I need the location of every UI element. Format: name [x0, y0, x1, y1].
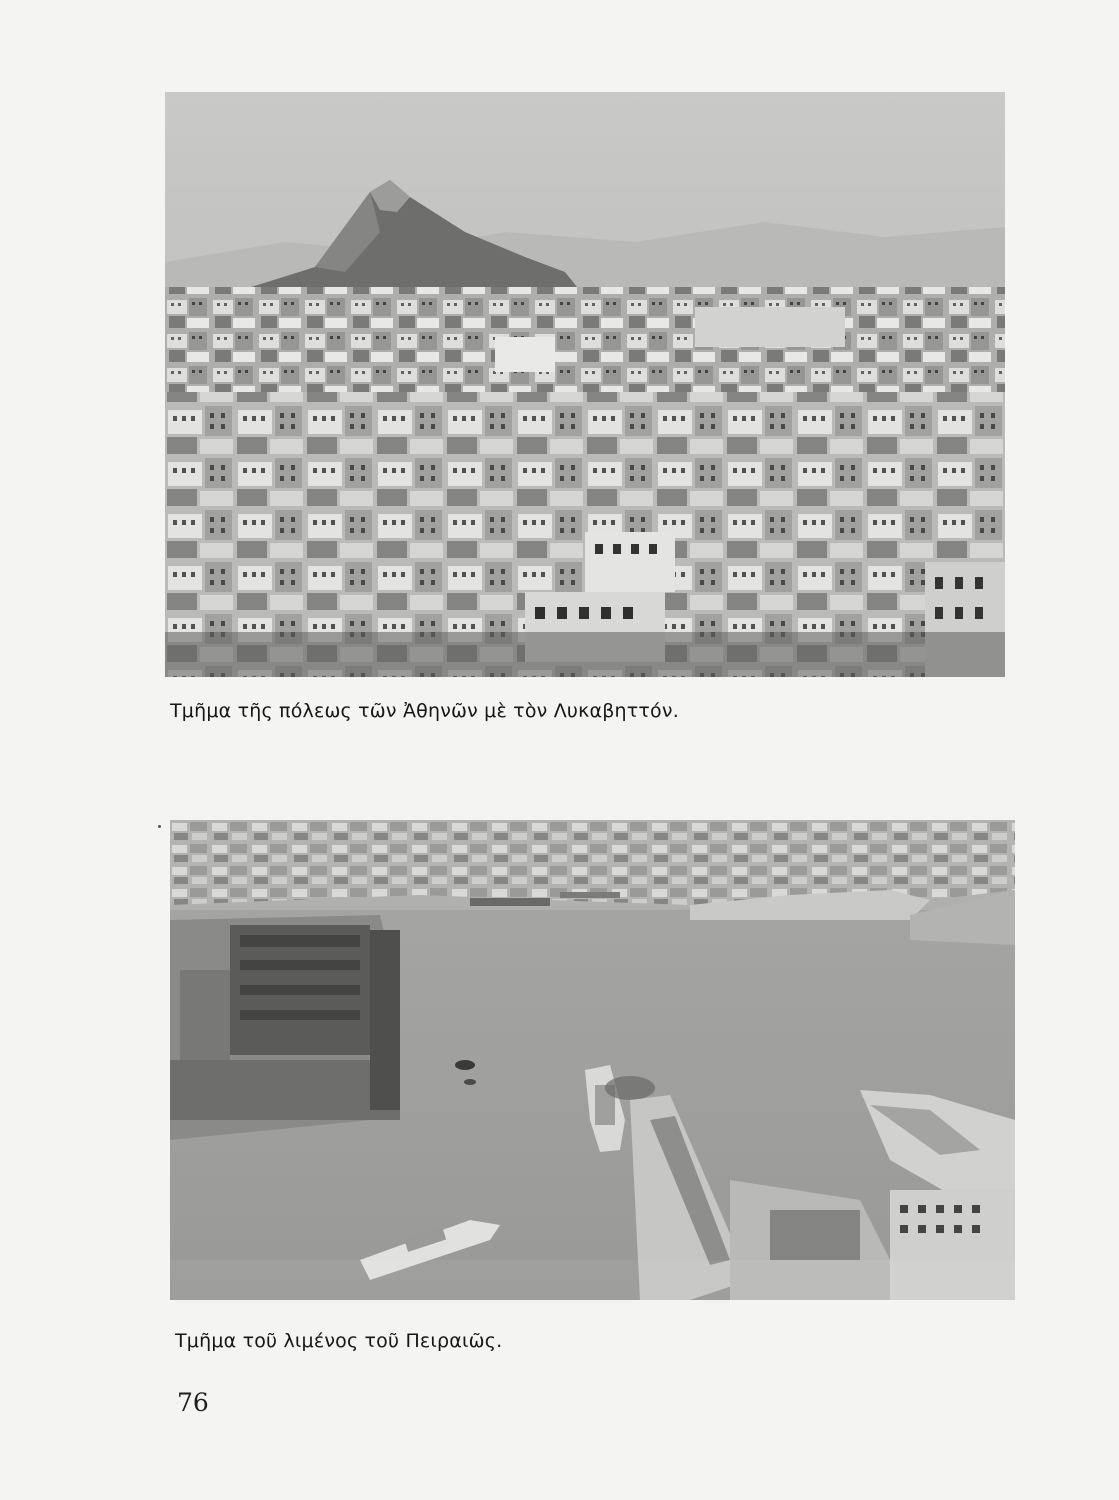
show-through-text: [160, 735, 1020, 825]
figure-caption: Τμῆμα τοῦ λιμένος τοῦ Πειραιῶς.: [175, 1330, 503, 1352]
ink-speck: [158, 825, 161, 828]
athens-photo: [165, 92, 1005, 677]
piraeus-photo: [170, 820, 1015, 1300]
figure-caption: Τμῆμα τῆς πόλεως τῶν Ἀθηνῶν μὲ τὸν Λυκαβηττόν.: [170, 700, 679, 722]
piraeus-photo-image: [170, 820, 1015, 1300]
athens-photo-image: [165, 92, 1005, 677]
page-number: 76: [177, 1388, 209, 1417]
